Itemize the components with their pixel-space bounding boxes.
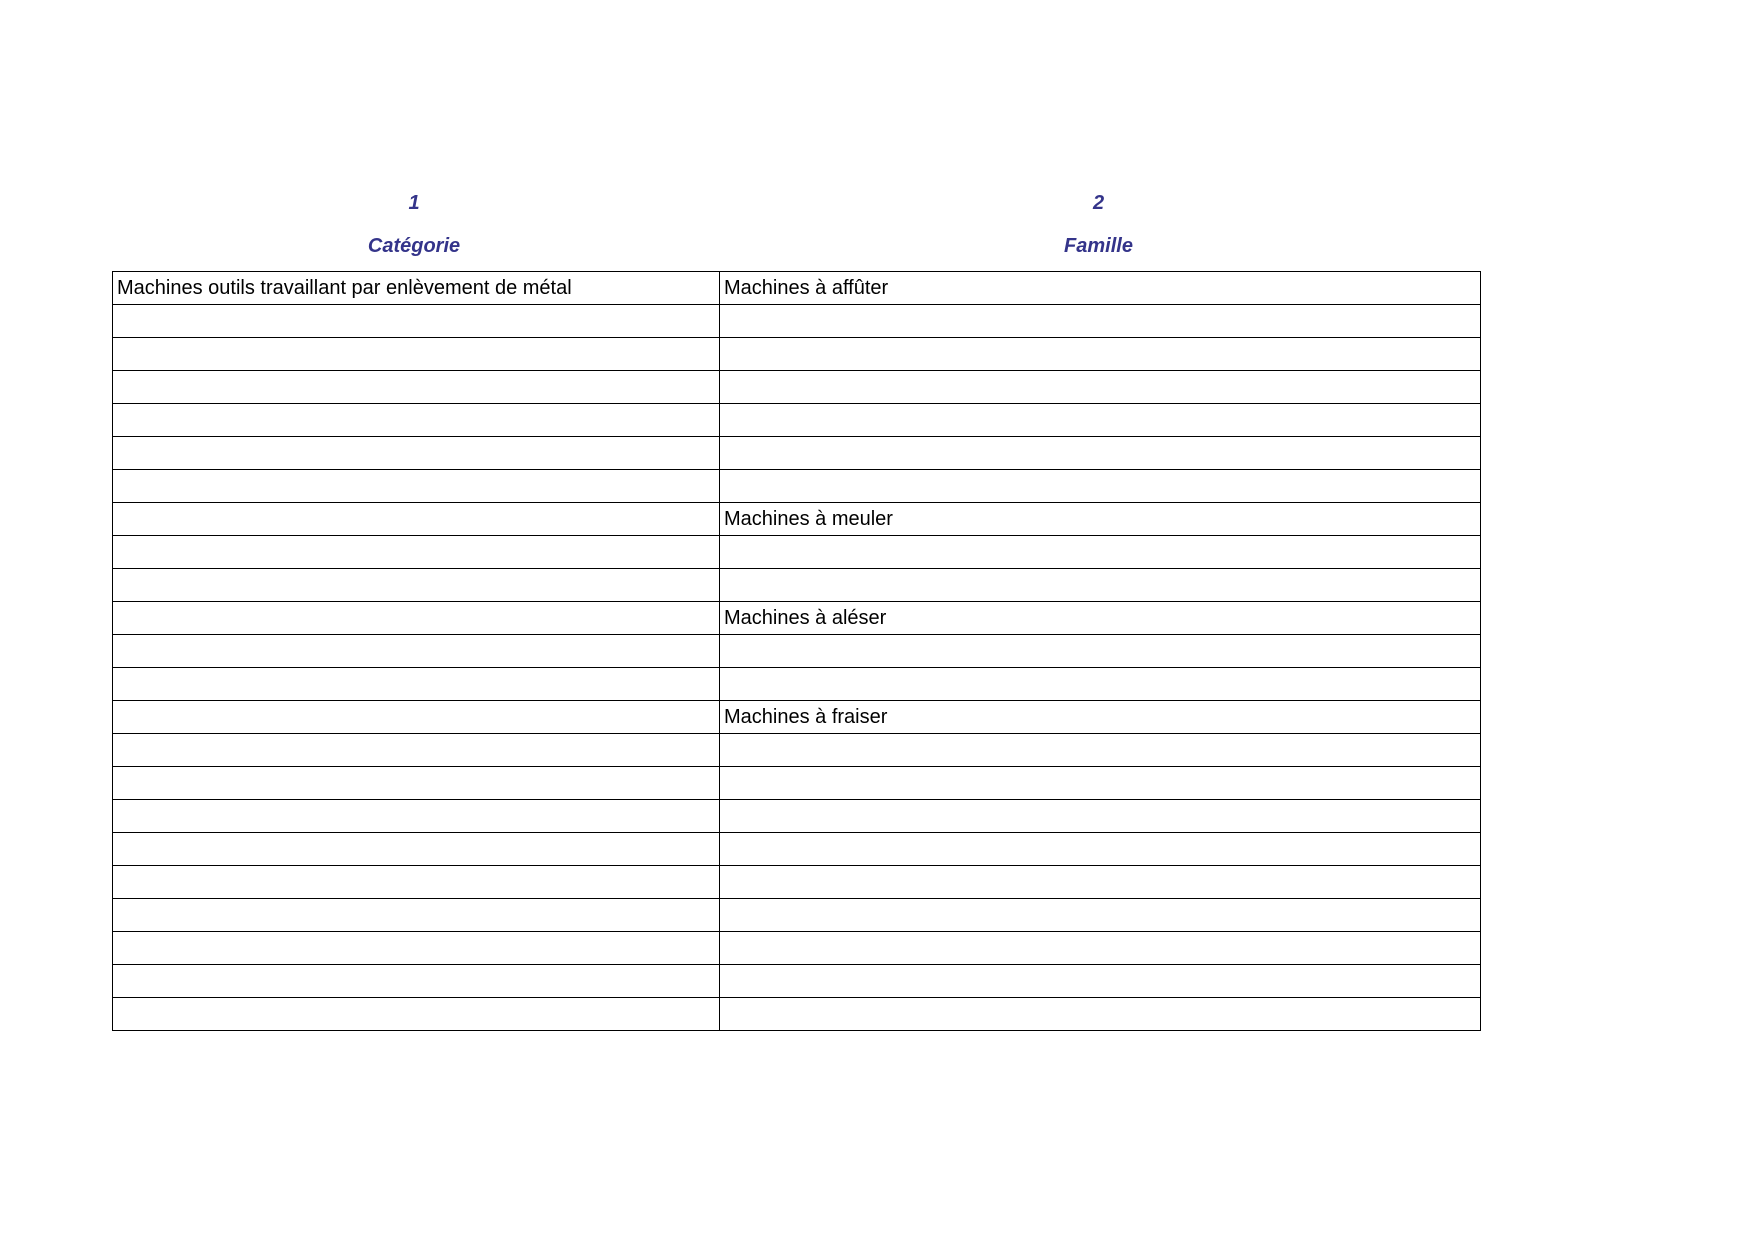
table-row	[113, 866, 1481, 899]
cell-categorie[interactable]	[113, 866, 720, 899]
column-title-categorie: Catégorie	[367, 235, 461, 257]
cell-categorie[interactable]: Machines outils travaillant par enlèvement de métal	[113, 272, 720, 305]
cell-famille[interactable]	[720, 569, 1481, 602]
cell-famille[interactable]: Machines à fraiser	[720, 701, 1481, 734]
cell-categorie[interactable]	[113, 701, 720, 734]
table-row	[113, 536, 1481, 569]
cell-categorie[interactable]	[113, 998, 720, 1031]
cell-famille[interactable]	[720, 833, 1481, 866]
cell-categorie[interactable]	[113, 404, 720, 437]
cell-famille[interactable]	[720, 800, 1481, 833]
cell-categorie[interactable]	[113, 305, 720, 338]
table-row	[113, 371, 1481, 404]
cell-famille[interactable]	[720, 932, 1481, 965]
table-row	[113, 503, 1481, 536]
table-row	[113, 437, 1481, 470]
column-title-famille: Famille	[1064, 235, 1133, 257]
cell-categorie[interactable]	[113, 800, 720, 833]
table-body	[113, 272, 1481, 1031]
cell-categorie[interactable]	[113, 965, 720, 998]
cell-famille[interactable]	[720, 734, 1481, 767]
cell-categorie[interactable]	[113, 635, 720, 668]
table-row	[113, 569, 1481, 602]
cell-famille[interactable]	[720, 668, 1481, 701]
cell-famille[interactable]	[720, 404, 1481, 437]
cell-famille[interactable]	[720, 536, 1481, 569]
cell-categorie[interactable]	[113, 338, 720, 371]
table-row	[113, 998, 1481, 1031]
cell-categorie[interactable]	[113, 734, 720, 767]
table-row	[113, 932, 1481, 965]
cell-famille[interactable]	[720, 338, 1481, 371]
table-row	[113, 338, 1481, 371]
cell-famille[interactable]	[720, 965, 1481, 998]
cell-famille[interactable]: Machines à affûter	[720, 272, 1481, 305]
column-number-categorie: 1	[408, 192, 420, 214]
cell-categorie[interactable]	[113, 668, 720, 701]
cell-famille[interactable]: Machines à aléser	[720, 602, 1481, 635]
table-row	[113, 767, 1481, 800]
category-family-table	[112, 271, 1481, 1031]
column-number-famille: 2	[1092, 192, 1105, 214]
table-row	[113, 470, 1481, 503]
cell-famille[interactable]	[720, 635, 1481, 668]
cell-famille[interactable]	[720, 437, 1481, 470]
cell-categorie[interactable]	[113, 371, 720, 404]
cell-famille[interactable]: Machines à meuler	[720, 503, 1481, 536]
cell-categorie[interactable]	[113, 536, 720, 569]
table-row	[113, 404, 1481, 437]
table-row	[113, 734, 1481, 767]
cell-categorie[interactable]	[113, 899, 720, 932]
table-row	[113, 305, 1481, 338]
cell-categorie[interactable]	[113, 833, 720, 866]
table-row	[113, 635, 1481, 668]
cell-categorie[interactable]	[113, 602, 720, 635]
table-row	[113, 272, 1481, 305]
table-row	[113, 899, 1481, 932]
cell-famille[interactable]	[720, 470, 1481, 503]
cell-categorie[interactable]	[113, 470, 720, 503]
cell-famille[interactable]	[720, 998, 1481, 1031]
table-row	[113, 602, 1481, 635]
cell-famille[interactable]	[720, 305, 1481, 338]
cell-categorie[interactable]	[113, 503, 720, 536]
cell-categorie[interactable]	[113, 932, 720, 965]
table-row	[113, 965, 1481, 998]
table-row	[113, 800, 1481, 833]
cell-famille[interactable]	[720, 767, 1481, 800]
cell-categorie[interactable]	[113, 569, 720, 602]
cell-famille[interactable]	[720, 866, 1481, 899]
cell-categorie[interactable]	[113, 437, 720, 470]
cell-famille[interactable]	[720, 899, 1481, 932]
cell-famille[interactable]	[720, 371, 1481, 404]
table-row	[113, 833, 1481, 866]
table-row	[113, 701, 1481, 734]
table-row	[113, 668, 1481, 701]
cell-categorie[interactable]	[113, 767, 720, 800]
